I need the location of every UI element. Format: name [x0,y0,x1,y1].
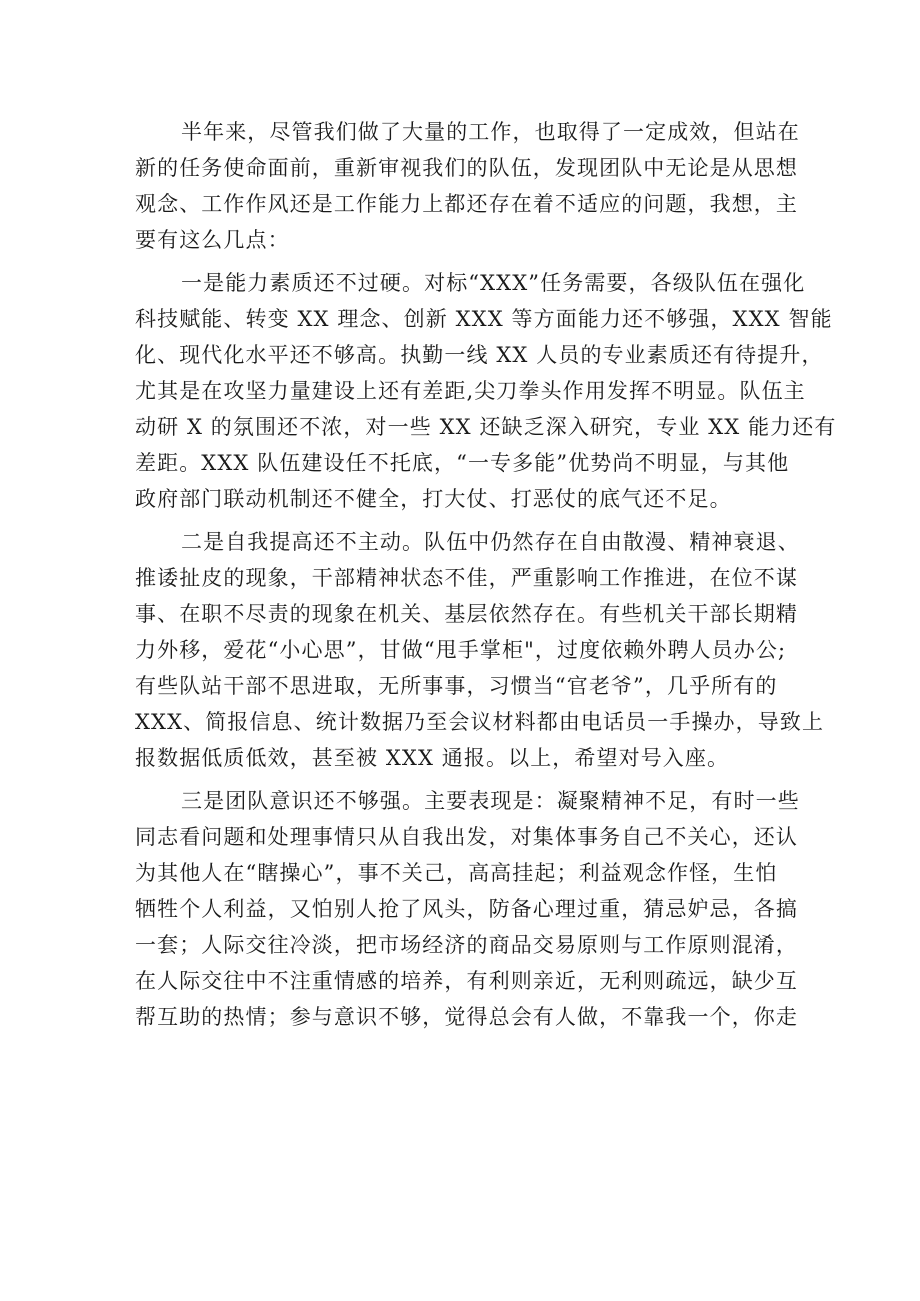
text-line: 化、现代化水平还不够高。执勤一线 XX 人员的专业素质还有待提升， [135,343,824,367]
text-line: 同志看问题和处理事情只从自我出发，对集体事务自己不关心，还认 [135,825,798,849]
document-body [135,114,837,1035]
text-line: 三是团队意识还不够强。主要表现是：凝聚精神不足，有时一些 [181,789,800,813]
text-line: 科技赋能、转变 XX 理念、创新 XXX 等方面能力还不够强，XXX 智能 [135,307,833,331]
text-line: 政府部门联动机制还不健全，打大仗、打恶仗的底气还不足。 [135,487,732,511]
text-line: XXX、简报信息、统计数据乃至会议材料都由电话员一手操办，导致上 [135,710,825,734]
text-line: 二是自我提高还不主动。队伍中仍然存在自由散漫、精神衰退、 [181,530,800,554]
text-line: 推诿扯皮的现象，干部精神状态不佳，严重影响工作推进，在位不谋 [135,566,798,590]
paragraph-point-2 [135,524,825,776]
text-line: 尤其是在攻坚力量建设上还有差距,尖刀拳头作用发挥不明显。队伍主 [135,379,806,403]
text-line: 差距。XXX 队伍建设任不托底，“一专多能”优势尚不明显，与其他 [135,451,790,475]
text-line: 动研 X 的氛围还不浓，对一些 XX 还缺乏深入研究，专业 XX 能力还有 [135,415,837,439]
text-line: 一是能力素质还不过硬。对标“XXX”任务需要，各级队伍在强化 [181,271,806,295]
paragraph-intro [135,114,800,258]
text-line: 牺牲个人利益，又怕别人抢了风头，防备心理过重，猜忌妒忌，各搞 [135,897,798,921]
text-line: 帮互助的热情；参与意识不够，觉得总会有人做，不靠我一个，你走 [135,1005,798,1029]
text-line: 半年来，尽管我们做了大量的工作，也取得了一定成效，但站在 [181,120,800,144]
text-line: 力外移，爱花“小心思”，甘做“甩手掌柜"，过度依赖外聘人员办公; [135,638,787,662]
text-line: 事、在职不尽责的现象在机关、基层依然存在。有些机关干部长期精 [135,602,798,626]
text-line: 观念、工作作风还是工作能力上都还存在着不适应的问题，我想，主 [135,192,798,216]
text-line: 新的任务使命面前，重新审视我们的队伍，发现团队中无论是从思想 [135,156,798,180]
text-line: 一套；人际交往冷淡，把市场经济的商品交易原则与工作原则混淆， [135,933,798,957]
text-line: 要有这么几点： [135,228,290,252]
text-line: 报数据低质低效，甚至被 XXX 通报。以上，希望对号入座。 [135,746,730,770]
text-line: 为其他人在“瞎操心”，事不关己，高高挂起；利益观念作怪，生怕 [135,861,778,885]
paragraph-point-1 [135,265,837,517]
text-line: 有些队站干部不思进取，无所事事，习惯当“官老爷”，几乎所有的 [135,674,778,698]
text-line: 在人际交往中不注重情感的培养，有利则亲近，无利则疏远，缺少互 [135,969,798,993]
paragraph-point-3 [135,783,800,1035]
